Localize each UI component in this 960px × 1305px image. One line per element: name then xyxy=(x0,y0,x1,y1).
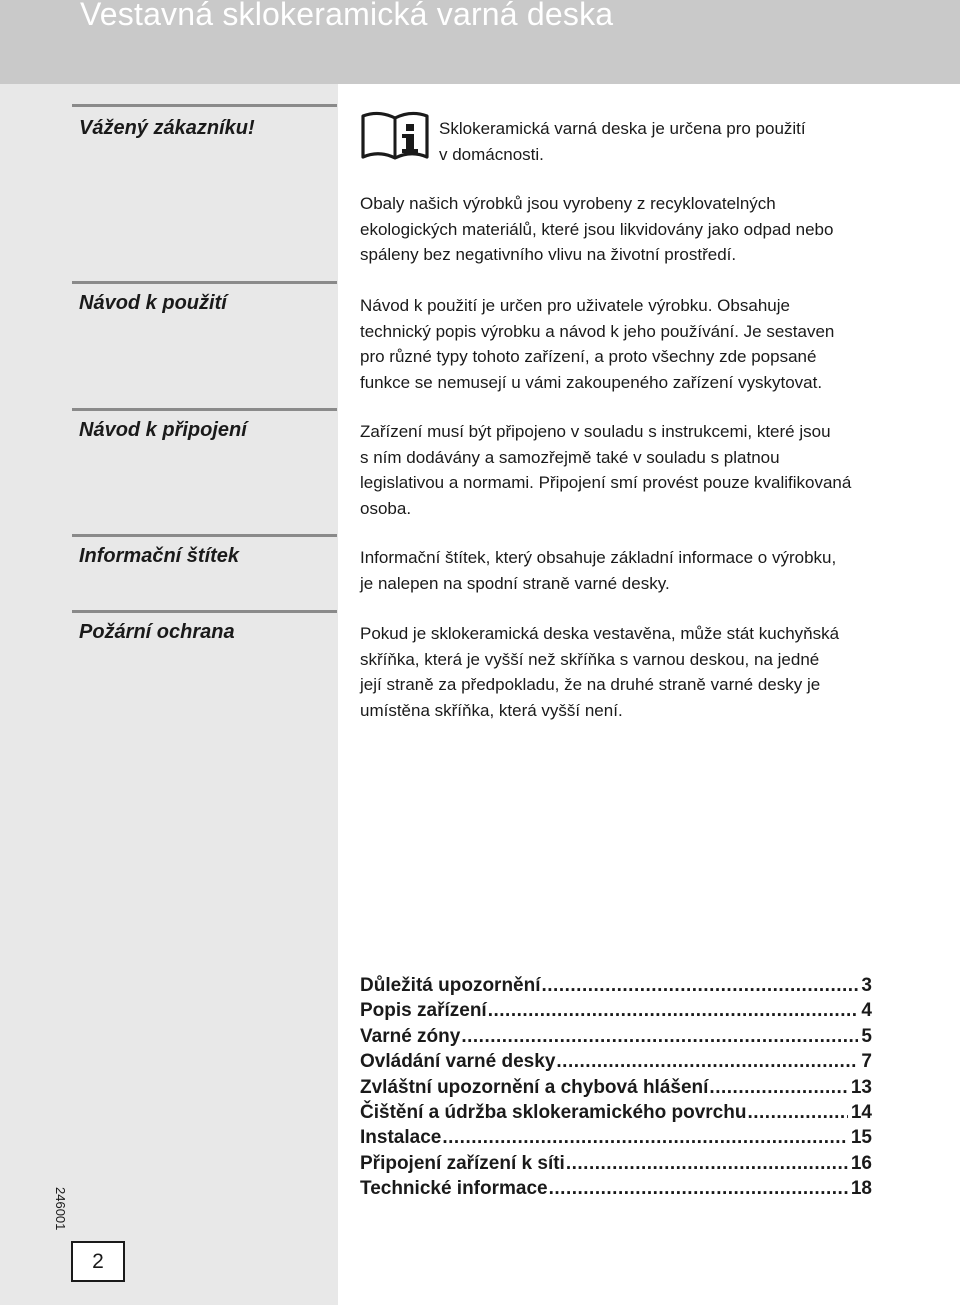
info-plate-paragraph xyxy=(360,545,900,596)
text-line: skříňka, která je vyšší než skříňka s varnou deskou, na jedné xyxy=(360,649,820,669)
toc-leader xyxy=(566,1151,848,1176)
toc-entry-page: 16 xyxy=(850,1152,872,1174)
section-label-info-plate: Informační štítek xyxy=(79,545,240,567)
toc-entry[interactable] xyxy=(360,1176,872,1201)
toc-entry-page: 14 xyxy=(850,1101,872,1123)
text-line: technický popis výrobku a návod k jeho používání. Je sestaven xyxy=(360,321,835,341)
fire-safety-paragraph xyxy=(360,621,900,723)
section-label-customer: Vážený zákazníku! xyxy=(79,117,255,139)
page-number-text: 2 xyxy=(92,1249,104,1273)
toc-entry-page: 4 xyxy=(861,1000,872,1022)
page-number xyxy=(71,1241,125,1282)
document-code xyxy=(46,1185,78,1231)
toc-entry-title: Připojení zařízení k síti xyxy=(360,1152,565,1174)
toc-entry-title: Čištění a údržba sklokeramického povrchu xyxy=(360,1101,747,1123)
section-label-manual: Návod k použití xyxy=(79,292,227,314)
toc-leader xyxy=(709,1075,847,1100)
text-line: ekologických materiálů, které jsou likvidovány jako odpad nebo xyxy=(360,219,834,239)
toc-leader xyxy=(556,1049,858,1074)
sidebar-column xyxy=(0,84,338,1305)
section-divider xyxy=(72,534,337,537)
section-label-fire-safety: Požární ochrana xyxy=(79,621,235,643)
toc-entry-title: Varné zóny xyxy=(360,1025,461,1047)
toc-entry-page: 15 xyxy=(850,1127,872,1149)
text-line: legislativou a normami. Připojení smí provést pouze kvalifikovaná xyxy=(360,473,852,492)
text-line: její straně za předpokladu, že na druhé straně varné desky je xyxy=(360,675,821,694)
toc-entry[interactable] xyxy=(360,973,872,998)
text-line: funkce se nemusejí u vámi zakoupeného zařízení vyskytovat. xyxy=(360,372,823,392)
connection-paragraph xyxy=(360,419,900,521)
section-divider xyxy=(72,610,337,613)
toc-entry-page: 5 xyxy=(861,1025,872,1047)
intro-line: Sklokeramická varná deska je určena pro použití xyxy=(439,119,806,138)
toc-leader xyxy=(747,1100,847,1125)
toc-entry-title: Instalace xyxy=(360,1127,442,1149)
page-header xyxy=(0,0,960,84)
toc-leader xyxy=(542,973,859,998)
toc-entry[interactable] xyxy=(360,998,872,1023)
toc-entry-title: Technické informace xyxy=(360,1178,548,1200)
toc-entry[interactable] xyxy=(360,1049,872,1074)
toc-entry-page: 13 xyxy=(850,1076,872,1098)
section-divider xyxy=(72,104,337,107)
table-of-contents xyxy=(360,973,872,1202)
toc-entry-title: Popis zařízení xyxy=(360,1000,487,1022)
text-line: Obaly našich výrobků jsou vyrobeny z recyklovatelných xyxy=(360,194,776,213)
text-line: s ním dodávány a samozřejmě také v souladu s platnou xyxy=(360,447,780,467)
text-line: Pokud je sklokeramická deska vestavěna, může stát kuchyňská xyxy=(360,624,840,643)
info-book-icon xyxy=(359,110,431,162)
page-title: Vestavná sklokeramická varná deska xyxy=(80,0,614,32)
toc-entry-page: 3 xyxy=(861,975,872,996)
toc-leader xyxy=(461,1024,858,1049)
intro-line: v domácnosti. xyxy=(439,144,544,164)
toc-leader xyxy=(488,998,859,1023)
text-line: Návod k použití je určen pro uživatele výrobku. Obsahuje xyxy=(360,296,790,315)
section-label-connection: Návod k připojení xyxy=(79,419,247,441)
document-code-text: 246001 xyxy=(53,1187,68,1231)
intro-text xyxy=(439,116,899,167)
toc-entry-title: Zvláštní upozornění a chybová hlášení xyxy=(360,1076,709,1098)
packaging-paragraph xyxy=(360,191,900,268)
toc-entry[interactable] xyxy=(360,1075,872,1100)
text-line: Informační štítek, který obsahuje základní informace o výrobku, xyxy=(360,548,837,567)
toc-entry-title: Důležitá upozornění xyxy=(360,975,541,996)
text-line: umístěna skříňka, která vyšší není. xyxy=(360,700,623,720)
toc-entry[interactable] xyxy=(360,1024,872,1049)
toc-leader xyxy=(442,1125,848,1150)
text-line: pro různé typy tohoto zařízení, a proto všechny zde popsané xyxy=(360,347,817,366)
toc-entry-title: Ovládání varné desky xyxy=(360,1051,556,1073)
section-divider xyxy=(72,408,337,411)
text-line: osoba. xyxy=(360,498,412,518)
toc-entry[interactable] xyxy=(360,1151,872,1176)
section-divider xyxy=(72,281,337,284)
toc-entry[interactable] xyxy=(360,1125,872,1150)
text-line: spáleny bez negativního vlivu na životní prostředí. xyxy=(360,245,737,264)
text-line: Zařízení musí být připojeno v souladu s instrukcemi, které jsou xyxy=(360,422,831,441)
text-line: je nalepen na spodní straně varné desky. xyxy=(360,573,670,593)
toc-entry[interactable] xyxy=(360,1100,872,1125)
toc-entry-page: 7 xyxy=(861,1051,872,1073)
toc-entry-page: 18 xyxy=(850,1178,872,1200)
toc-leader xyxy=(549,1176,848,1201)
manual-paragraph xyxy=(360,293,900,395)
